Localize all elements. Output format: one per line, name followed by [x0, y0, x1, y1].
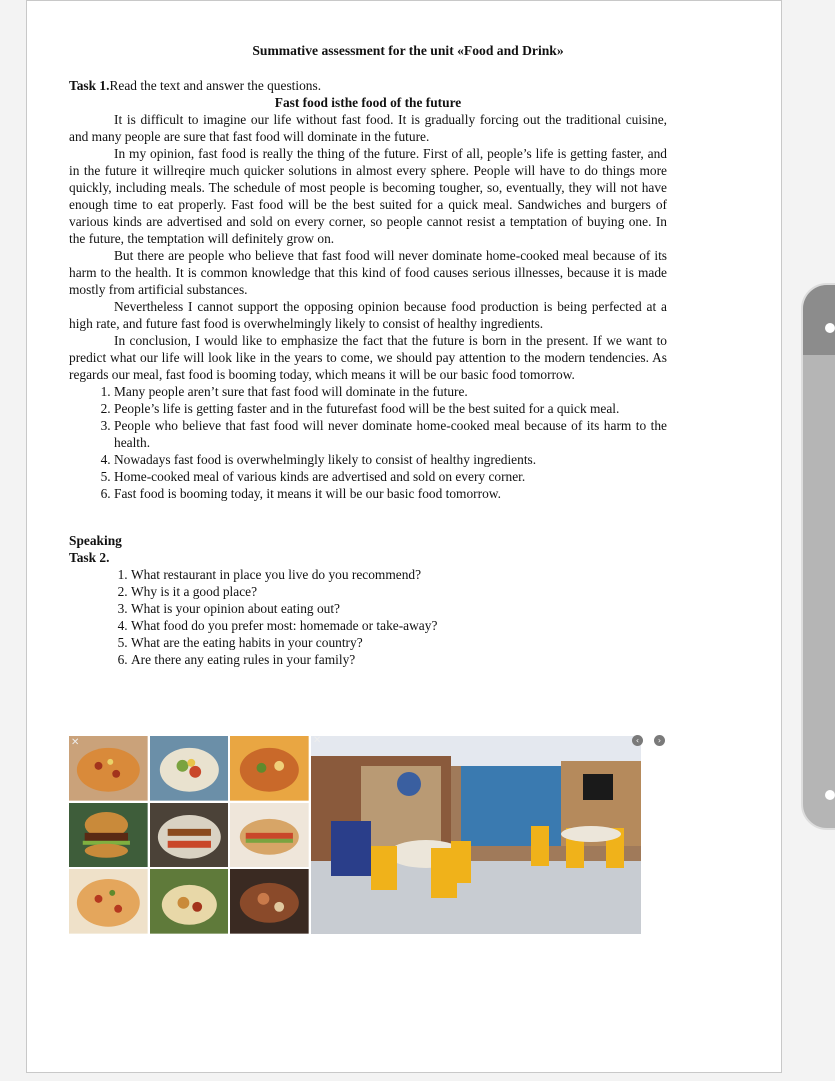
question-item: 4. What food do you prefer most: homemade or take-away? [131, 617, 667, 634]
question-item: 3. What is your opinion about eating out? [131, 600, 667, 617]
food-collage-image [69, 736, 309, 934]
statement-item: 1. Many people aren’t sure that fast food will dominate in the future. [114, 383, 667, 400]
restaurant-interior-image [311, 736, 641, 934]
scrollbar-thumb[interactable] [803, 285, 835, 355]
document-title: Summative assessment for the unit «Food and Drink» [252, 43, 564, 58]
scroll-dot-icon [825, 790, 835, 800]
article-title: Fast food isthe food of the future [274, 95, 462, 110]
next-image-button[interactable]: › [654, 735, 665, 746]
question-item: 5. What are the eating habits in your country? [131, 634, 667, 651]
question-list [69, 566, 667, 668]
scroll-dot-icon [825, 323, 835, 333]
question-item: 6. Are there any eating rules in your family? [131, 651, 667, 668]
speaking-heading: Speaking [69, 533, 122, 548]
statement-item: 5. Home-cooked meal of various kinds are advertised and sold on every corner. [114, 468, 667, 485]
grilled-meat-photo [230, 869, 309, 934]
close-icon[interactable]: ✕ [71, 737, 80, 748]
statement-item: 3. People who believe that fast food will never dominate home-cooked meal because of its harm to the health. [114, 417, 667, 451]
article-paragraph: In conclusion, I would like to emphasize the fact that the future is born in the present. If we want to predict what our life will look like in the years to come, we should pay attention to the modern tendencies. As regards our meal, fast food is booming today, which means it will be our basic food tomorrow. [69, 333, 667, 382]
wrap-photo [230, 803, 309, 868]
stirfry-photo [230, 736, 309, 801]
kebab-photo [150, 803, 229, 868]
pizza-slice-photo [69, 869, 148, 934]
article-paragraph: It is difficult to imagine our life without fast food. It is gradually forcing out the traditional cuisine, and many people are sure that fast food will dominate in the future. [69, 112, 667, 144]
task2-heading: Task 2. [69, 550, 110, 565]
question-item: 1. What restaurant in place you live do you recommend? [131, 566, 667, 583]
image-strip [69, 736, 641, 934]
statement-list [69, 383, 667, 502]
burger-photo [69, 803, 148, 868]
statement-item: 2. People’s life is getting faster and in the futurefast food will be the best suited for a quick meal. [114, 400, 667, 417]
statement-item: 4. Nowadays fast food is overwhelmingly likely to consist of healthy ingredients. [114, 451, 667, 468]
task1-instruction: Read the text and answer the questions. [109, 78, 322, 93]
document-content [69, 42, 667, 668]
close-icon[interactable]: ✕ [313, 735, 322, 746]
article-paragraph: In my opinion, fast food is really the thing of the future. First of all, people’s life is getting faster, and in the future it willreqire much quicker solutions in almost every sphere. People will have to do things more quickly, including meals. The schedule of most people is becoming tougher, so, eventually, they will not have enough time to eat properly. Fast food will be the best suited for a quick meal. Sandwiches and burgers of various kinds are advertised and sold on every corner, so people cannot resist a temptation of buying one. In the future, the temptation will definitely grow on. [69, 146, 667, 246]
snacks-photo [150, 869, 229, 934]
task1-heading [69, 77, 667, 94]
article-paragraph: Nevertheless I cannot support the opposing opinion because food production is being perfected at a high rate, and future fast food is overwhelmingly likely to consist of healthy ingredients. [69, 299, 667, 331]
task1-label: Task 1. [69, 78, 110, 93]
salad-photo [150, 736, 229, 801]
question-item: 2. Why is it a good place? [131, 583, 667, 600]
statement-item: 6. Fast food is booming today, it means it will be our basic food tomorrow. [114, 485, 667, 502]
article-paragraph: But there are people who believe that fast food will never dominate home-cooked meal because of its harm to the health. It is common knowledge that this kind of food causes serious illnesses, because it is made mostly from artificial substances. [69, 248, 667, 297]
side-scrollbar[interactable] [801, 283, 835, 830]
previous-image-button[interactable]: ‹ [632, 735, 643, 746]
